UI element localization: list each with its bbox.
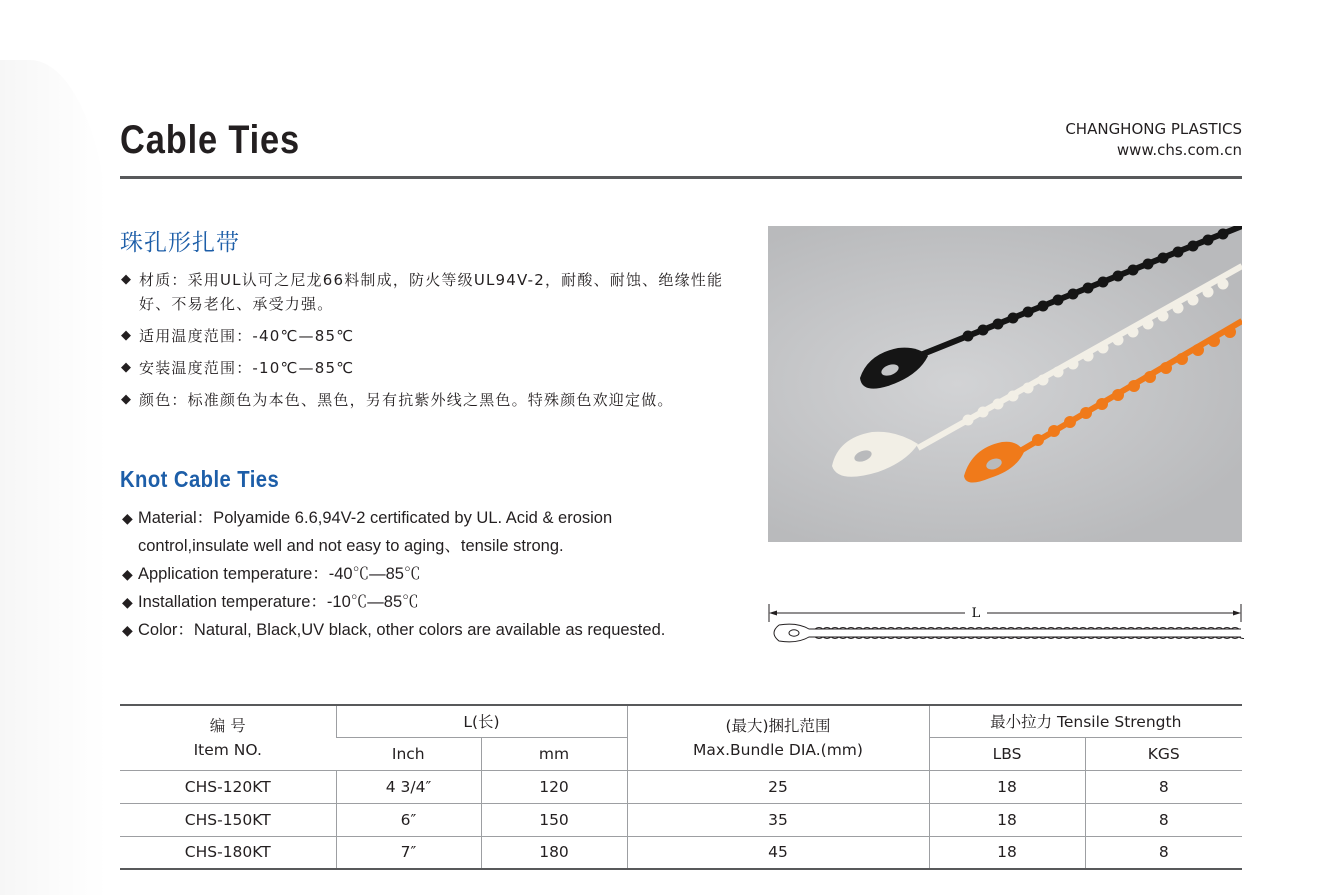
table-row (120, 803, 1242, 836)
chinese-heading: 珠孔形扎带 (120, 230, 240, 256)
bullet-diamond-icon: ◆ (122, 566, 133, 582)
header-text-en: Item NO. (193, 740, 262, 759)
list-item (121, 268, 741, 316)
cable-ties-illustration (768, 226, 1242, 542)
cell-bundle: 35 (627, 803, 929, 836)
brand-name: CHANGHONG PLASTICS (1065, 120, 1242, 138)
bullet-diamond-icon: ◆ (121, 328, 133, 343)
cell-inch: 6″ (336, 803, 481, 836)
cell-item: CHS-150KT (120, 803, 336, 836)
cell-kgs: 8 (1085, 803, 1242, 836)
bullet-diamond-icon: ◆ (121, 392, 133, 407)
list-item (121, 324, 741, 348)
column-header-length: L(长) (336, 705, 627, 737)
cell-bundle: 45 (627, 836, 929, 869)
cell-item: CHS-180KT (120, 836, 336, 869)
header-text-cn: (最大)捆扎范围 (725, 716, 831, 735)
list-item-text: Material：Polyamide 6.6,94V-2 certificated by UL. Acid & erosion control,insulate well and not easy to aging、tensile strong. (138, 509, 613, 555)
cell-mm: 120 (481, 770, 627, 803)
list-item (121, 356, 741, 380)
header-text-en: Max.Bundle DIA.(mm) (693, 740, 863, 759)
table-row (120, 770, 1242, 803)
list-item-text: 材质：采用UL认可之尼龙66料制成，防火等级UL94V-2，耐酸、耐蚀、绝缘性能好、不易老化、承受力强。 (139, 271, 724, 313)
list-item (122, 616, 722, 644)
table-row (120, 836, 1242, 869)
list-item-text: Application temperature：-40℃—85℃ (138, 565, 421, 583)
bullet-diamond-icon: ◆ (121, 272, 133, 287)
header-divider (120, 176, 1242, 179)
chinese-spec-list (121, 268, 741, 420)
list-item-text: 安装温度范围：-10℃—85℃ (139, 359, 355, 377)
cell-inch: 7″ (336, 836, 481, 869)
cell-kgs: 8 (1085, 836, 1242, 869)
brand-website: www.chs.com.cn (1116, 141, 1242, 159)
english-heading: Knot Cable Ties (120, 466, 280, 492)
cell-lbs: 18 (929, 836, 1085, 869)
dimension-diagram (767, 600, 1244, 650)
dimension-label: L (971, 606, 981, 621)
list-item (121, 388, 741, 412)
bullet-diamond-icon: ◆ (121, 360, 133, 375)
cell-mm: 180 (481, 836, 627, 869)
product-photo (768, 226, 1242, 542)
bullet-diamond-icon: ◆ (122, 622, 133, 638)
spec-table (120, 704, 1242, 870)
list-item-text: 适用温度范围：-40℃—85℃ (139, 327, 355, 345)
cell-item: CHS-120KT (120, 770, 336, 803)
table-header-row (120, 705, 1242, 737)
english-spec-list (122, 504, 722, 644)
column-header-tensile: 最小拉力 Tensile Strength (929, 705, 1242, 737)
column-header-mm: mm (481, 737, 627, 770)
list-item-text: Color：Natural, Black,UV black, other colors are available as requested. (138, 621, 666, 639)
page-title: Cable Ties (120, 118, 301, 162)
list-item-text: Installation temperature：-10℃—85℃ (138, 593, 419, 611)
cell-kgs: 8 (1085, 770, 1242, 803)
cell-inch: 4 3/4″ (336, 770, 481, 803)
column-header-inch: Inch (336, 737, 481, 770)
cable-tie-outline (767, 600, 1244, 650)
header-text-cn: 编 号 (209, 716, 246, 735)
list-item-text: 颜色：标准颜色为本色、黑色，另有抗紫外线之黑色。特殊颜色欢迎定做。 (139, 391, 674, 409)
list-item (122, 588, 722, 616)
page-edge-shadow (0, 60, 110, 895)
cell-lbs: 18 (929, 770, 1085, 803)
cell-mm: 150 (481, 803, 627, 836)
list-item (122, 560, 722, 588)
column-header-bundle (627, 705, 929, 770)
bullet-diamond-icon: ◆ (122, 510, 133, 526)
column-header-lbs: LBS (929, 737, 1085, 770)
column-header-kgs: KGS (1085, 737, 1242, 770)
brand-block (1065, 119, 1242, 161)
cell-lbs: 18 (929, 803, 1085, 836)
column-header-item (120, 705, 336, 770)
bullet-diamond-icon: ◆ (122, 594, 133, 610)
cell-bundle: 25 (627, 770, 929, 803)
list-item (122, 504, 722, 560)
